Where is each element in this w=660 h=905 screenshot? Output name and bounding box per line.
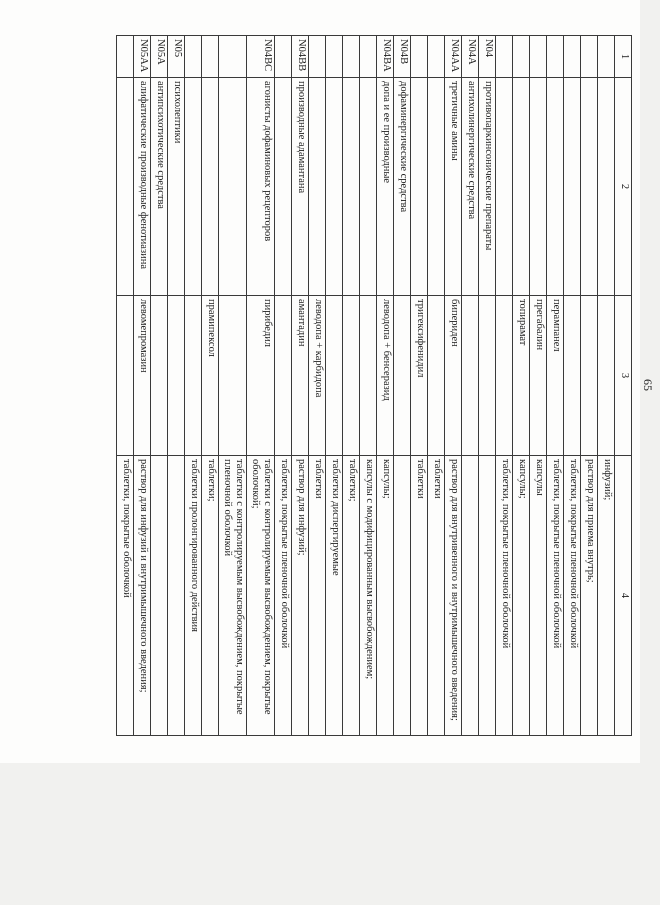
dosage-form-cell: таблетки с контролируемым высвобождением, покрытые оболочкой; — [247, 456, 275, 736]
dosage-form-cell: капсулы — [530, 456, 547, 736]
group-name-cell: психолептики — [168, 78, 185, 296]
drug-name-cell: амантадин — [292, 296, 309, 456]
table-row — [581, 36, 598, 736]
dosage-form-cell — [462, 456, 479, 736]
atc-code-cell — [581, 36, 598, 78]
group-name-cell — [496, 78, 513, 296]
drug-name-cell — [428, 296, 445, 456]
group-name-cell: антипсихотические средства — [151, 78, 168, 296]
drug-name-cell — [360, 296, 377, 456]
group-name-cell — [360, 78, 377, 296]
group-name-cell — [326, 78, 343, 296]
rotated-page-content — [80, 35, 660, 735]
table-row — [185, 36, 202, 736]
dosage-form-cell: раствор для приема внутрь; — [581, 456, 598, 736]
drug-name-cell: топирамат — [513, 296, 530, 456]
group-name-cell — [411, 78, 428, 296]
atc-code-cell — [411, 36, 428, 78]
atc-code-cell: N04 — [479, 36, 496, 78]
atc-code-cell — [185, 36, 202, 78]
dosage-form-cell — [151, 456, 168, 736]
dosage-form-cell: таблетки, покрытые пленочной оболочкой — [564, 456, 581, 736]
drug-name-cell — [496, 296, 513, 456]
page-number: 65 — [641, 379, 655, 391]
atc-code-cell — [530, 36, 547, 78]
group-name-cell — [428, 78, 445, 296]
header-col-2: 2 — [615, 78, 632, 296]
atc-code-cell: N04A — [462, 36, 479, 78]
drug-name-cell — [168, 296, 185, 456]
group-name-cell — [202, 78, 219, 296]
table-row — [462, 36, 479, 736]
drug-name-cell: бипериден — [445, 296, 462, 456]
atc-code-cell: N05 — [168, 36, 185, 78]
table-row — [309, 36, 326, 736]
drug-table — [117, 35, 633, 736]
drug-name-cell — [326, 296, 343, 456]
group-name-cell: противопаркинсонические препараты — [479, 78, 496, 296]
drug-name-cell — [479, 296, 496, 456]
header-col-1: 1 — [615, 36, 632, 78]
table-row — [151, 36, 168, 736]
table-row — [598, 36, 615, 736]
group-name-cell: третичные амины — [445, 78, 462, 296]
atc-code-cell: N04BB — [292, 36, 309, 78]
group-name-cell — [530, 78, 547, 296]
group-name-cell — [185, 78, 202, 296]
dosage-form-cell: капсулы; — [377, 456, 394, 736]
atc-code-cell — [547, 36, 564, 78]
drug-name-cell — [275, 296, 292, 456]
group-name-cell: производные адамантана — [292, 78, 309, 296]
dosage-form-cell: раствор для инфузий; — [292, 456, 309, 736]
atc-code-cell — [219, 36, 247, 78]
dosage-form-cell: капсулы; — [513, 456, 530, 736]
table-row — [445, 36, 462, 736]
group-name-cell — [598, 78, 615, 296]
group-name-cell — [513, 78, 530, 296]
group-name-cell: антихолинергические средства — [462, 78, 479, 296]
group-name-cell — [275, 78, 292, 296]
atc-code-cell — [117, 36, 134, 78]
dosage-form-cell: таблетки, покрытые пленочной оболочкой — [496, 456, 513, 736]
table-row — [394, 36, 411, 736]
drug-name-cell: пирибедил — [247, 296, 275, 456]
drug-name-cell — [462, 296, 479, 456]
scan-background — [0, 763, 640, 905]
dosage-form-cell: таблетки, покрытые пленочной оболочкой — [547, 456, 564, 736]
atc-code-cell — [428, 36, 445, 78]
table-row — [326, 36, 343, 736]
dosage-form-cell: таблетки с контролируемым высвобождением, покрытые пленочной оболочкой — [219, 456, 247, 736]
atc-code-cell: N05A — [151, 36, 168, 78]
drug-name-cell — [598, 296, 615, 456]
atc-code-cell — [360, 36, 377, 78]
drug-name-cell — [581, 296, 598, 456]
table-row — [168, 36, 185, 736]
table-row — [496, 36, 513, 736]
dosage-form-cell — [479, 456, 496, 736]
group-name-cell: допа и ее производные — [377, 78, 394, 296]
atc-code-cell — [513, 36, 530, 78]
header-col-3: 3 — [615, 296, 632, 456]
table-row — [377, 36, 394, 736]
dosage-form-cell: таблетки диспергируемые — [326, 456, 343, 736]
group-name-cell — [309, 78, 326, 296]
table-row — [530, 36, 547, 736]
group-name-cell: алифатические производные фенотиазина — [134, 78, 151, 296]
atc-code-cell: N04BA — [377, 36, 394, 78]
dosage-form-cell — [168, 456, 185, 736]
dosage-form-cell: таблетки; — [343, 456, 360, 736]
atc-code-cell: N04AA — [445, 36, 462, 78]
drug-name-cell — [219, 296, 247, 456]
dosage-form-cell: таблетки — [428, 456, 445, 736]
drug-name-cell — [117, 296, 134, 456]
drug-name-cell — [151, 296, 168, 456]
atc-code-cell: N04BC — [247, 36, 275, 78]
drug-name-cell: леводопа + бенсеразид — [377, 296, 394, 456]
atc-code-cell: N04B — [394, 36, 411, 78]
table-body — [117, 36, 615, 736]
table-row — [513, 36, 530, 736]
drug-name-cell — [185, 296, 202, 456]
dosage-form-cell: раствор для инфузий и внутримышечного введения; — [134, 456, 151, 736]
atc-code-cell: N05AA — [134, 36, 151, 78]
atc-code-cell — [496, 36, 513, 78]
table-row — [479, 36, 496, 736]
atc-code-cell — [564, 36, 581, 78]
dosage-form-cell: инфузий; — [598, 456, 615, 736]
table-row — [219, 36, 247, 736]
drug-name-cell — [564, 296, 581, 456]
table-row — [117, 36, 134, 736]
dosage-form-cell: таблетки пролонгированного действия — [185, 456, 202, 736]
table-row — [360, 36, 377, 736]
dosage-form-cell — [394, 456, 411, 736]
table-header-row — [615, 36, 632, 736]
table-row — [411, 36, 428, 736]
atc-code-cell — [275, 36, 292, 78]
table-row — [292, 36, 309, 736]
dosage-form-cell: таблетки, покрытые пленочной оболочкой — [275, 456, 292, 736]
drug-name-cell: прегабалин — [530, 296, 547, 456]
drug-name-cell — [394, 296, 411, 456]
drug-name-cell: тригексифенидил — [411, 296, 428, 456]
table-row — [343, 36, 360, 736]
group-name-cell — [343, 78, 360, 296]
atc-code-cell — [598, 36, 615, 78]
table-row — [202, 36, 219, 736]
table-row — [134, 36, 151, 736]
atc-code-cell — [309, 36, 326, 78]
dosage-form-cell: таблетки, покрытые оболочкой — [117, 456, 134, 736]
atc-code-cell — [343, 36, 360, 78]
table-row — [564, 36, 581, 736]
drug-name-cell — [343, 296, 360, 456]
drug-name-cell: перампанел — [547, 296, 564, 456]
dosage-form-cell: таблетки — [309, 456, 326, 736]
group-name-cell — [581, 78, 598, 296]
atc-code-cell — [326, 36, 343, 78]
dosage-form-cell: капсулы с модифицированным высвобождением; — [360, 456, 377, 736]
dosage-form-cell: таблетки — [411, 456, 428, 736]
drug-name-cell: леводопа + карбидопа — [309, 296, 326, 456]
table-row — [247, 36, 275, 736]
table-row — [547, 36, 564, 736]
drug-name-cell: левомепромазин — [134, 296, 151, 456]
atc-code-cell — [202, 36, 219, 78]
table-row — [275, 36, 292, 736]
dosage-form-cell: таблетки; — [202, 456, 219, 736]
group-name-cell — [547, 78, 564, 296]
group-name-cell — [117, 78, 134, 296]
dosage-form-cell: раствор для внутривенного и внутримышечного введения; — [445, 456, 462, 736]
group-name-cell — [564, 78, 581, 296]
drug-name-cell: прамипексол — [202, 296, 219, 456]
table-row — [428, 36, 445, 736]
header-col-4: 4 — [615, 456, 632, 736]
group-name-cell: агонисты дофаминовых рецепторов — [247, 78, 275, 296]
group-name-cell — [219, 78, 247, 296]
group-name-cell: дофаминергические средства — [394, 78, 411, 296]
